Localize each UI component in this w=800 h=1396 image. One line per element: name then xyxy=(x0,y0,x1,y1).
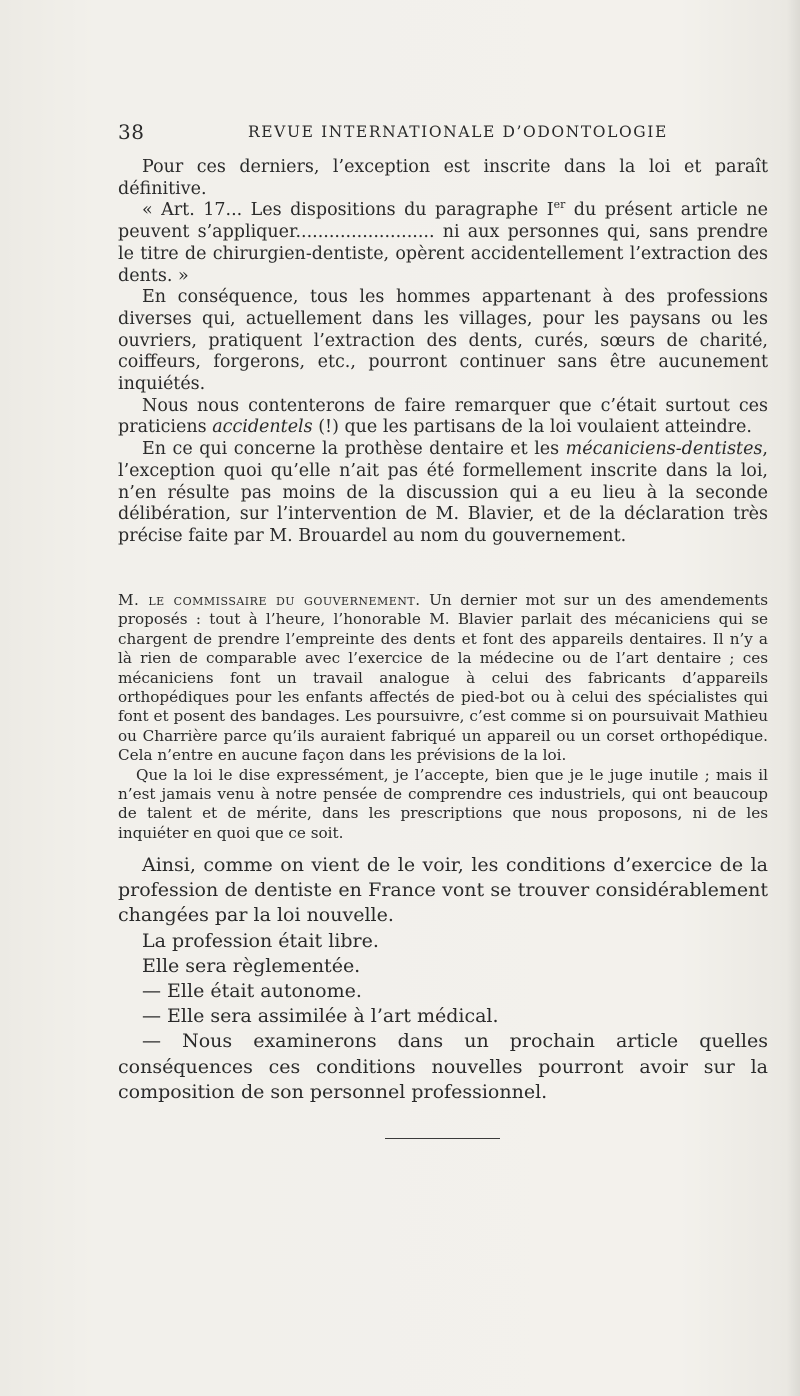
speaker-label: M. le commissaire du gouvernement. xyxy=(118,591,421,609)
main-text xyxy=(118,157,768,548)
article-17-text-start: « Art. 17... Les dispositions du paragraphe I xyxy=(142,200,554,221)
paragraph-consequence: En conséquence, tous les hommes appartenant à des professions diverses qui, actuellement dans les villages, pour les paysans ou les ouvriers, pratiquent l’extraction des dents, curés, sœurs de charité, coiffeurs, forgerons, etc., pourront continuer sans être aucunement inquiétés. xyxy=(118,287,768,395)
section-end-rule xyxy=(385,1138,500,1139)
closing-paragraph-2: La profession était libre. xyxy=(142,929,379,952)
closing-paragraph-3: Elle sera règlementée. xyxy=(142,954,361,977)
prothese-text-end: , l’exception quoi qu’elle n’ait pas été formellement inscrite dans la loi, n’en résulte pas moins de la discussion qui a eu lieu à la seconde délibération, sur l’intervention de M. Blavier, et de la déclaration très précise faite par M. Brouardel au nom du gouvernement. xyxy=(118,439,768,546)
closing-paragraph-6: — Nous examinerons dans un prochain article quelles conséquences ces conditions nouvelles pourront avoir sur la composition de son personnel professionnel. xyxy=(118,1030,768,1103)
page-number: 38 xyxy=(118,120,145,144)
closing-paragraph-4: — Elle était autonome. xyxy=(142,980,362,1003)
closing-paragraph-1: Ainsi, comme on vient de le voir, les conditions d’exercice de la profession de dentiste en France vont se trouver considérablement changées par la loi nouvelle. xyxy=(118,854,768,927)
article-17-text-end: du présent article ne peuvent s’appliquer......................... ni aux personnes qui, sans prendre le titre de chirurgien-dentiste, opèrent accidentellement l’extraction des dents. » xyxy=(118,200,768,286)
praticiens-text-start: Nous nous contenterons de faire remarquer que c’était surtout ces praticiens xyxy=(118,395,768,438)
paragraph-article-17 xyxy=(118,200,768,287)
prothese-text-start: En ce qui concerne la prothèse dentaire et les xyxy=(142,439,566,460)
speech-paragraph-1 xyxy=(118,591,768,766)
running-title: REVUE INTERNATIONALE D’ODONTOLOGIE xyxy=(248,123,668,141)
italic-mecaniciens: mécaniciens-dentistes xyxy=(565,439,763,460)
italic-accidentels: accidentels xyxy=(212,417,313,438)
paragraph-praticiens xyxy=(118,396,768,439)
speech-text-1: Un dernier mot sur un des amendements proposés : tout à l’heure, l’honorable M. Blavier parlait des mécaniciens qui se chargent de prendre l’empreinte des dents et font des appareils dentaires. Il n’y a là rien de comparable avec l’exercice de la médecine ou de l’art dentaire ; ces mécaniciens font un travail analogue à celui des fabricants d’appareils orthopédiques pour les enfants affectés de pied-bot ou à celui des spécialistes qui font et posent des bandages. Les poursuivre, c’est comme si on poursuivait Mathieu ou Charrière parce qu’ils auraient fabriqué un appareil ou un corset orthopédique. Cela n’entre en aucune façon dans les prévisions de la loi. xyxy=(118,591,768,765)
page-header xyxy=(118,120,770,150)
speech-paragraph-2: Que la loi le dise expressément, je l’accepte, bien que je le juge inutile ; mais il n’est jamais venu à notre pensée de comprendre ces industriels, qui ont beaucoup de talent et de mérite, dans les prescriptions que nous proposons, ni de les inquiéter en quoi que ce soit. xyxy=(118,765,768,842)
page-edge-shadow xyxy=(786,0,800,1396)
praticiens-text-end: (!) que les partisans de la loi voulaient atteindre. xyxy=(312,417,752,438)
quoted-speech xyxy=(118,591,768,843)
paragraph-prothese xyxy=(118,439,768,548)
paragraph-exception: Pour ces derniers, l’exception est inscrite dans la loi et paraît définitive. xyxy=(118,157,768,199)
closing-text xyxy=(118,853,768,1105)
ordinal-superscript: er xyxy=(553,198,566,212)
closing-paragraph-5: — Elle sera assimilée à l’art médical. xyxy=(142,1005,499,1028)
